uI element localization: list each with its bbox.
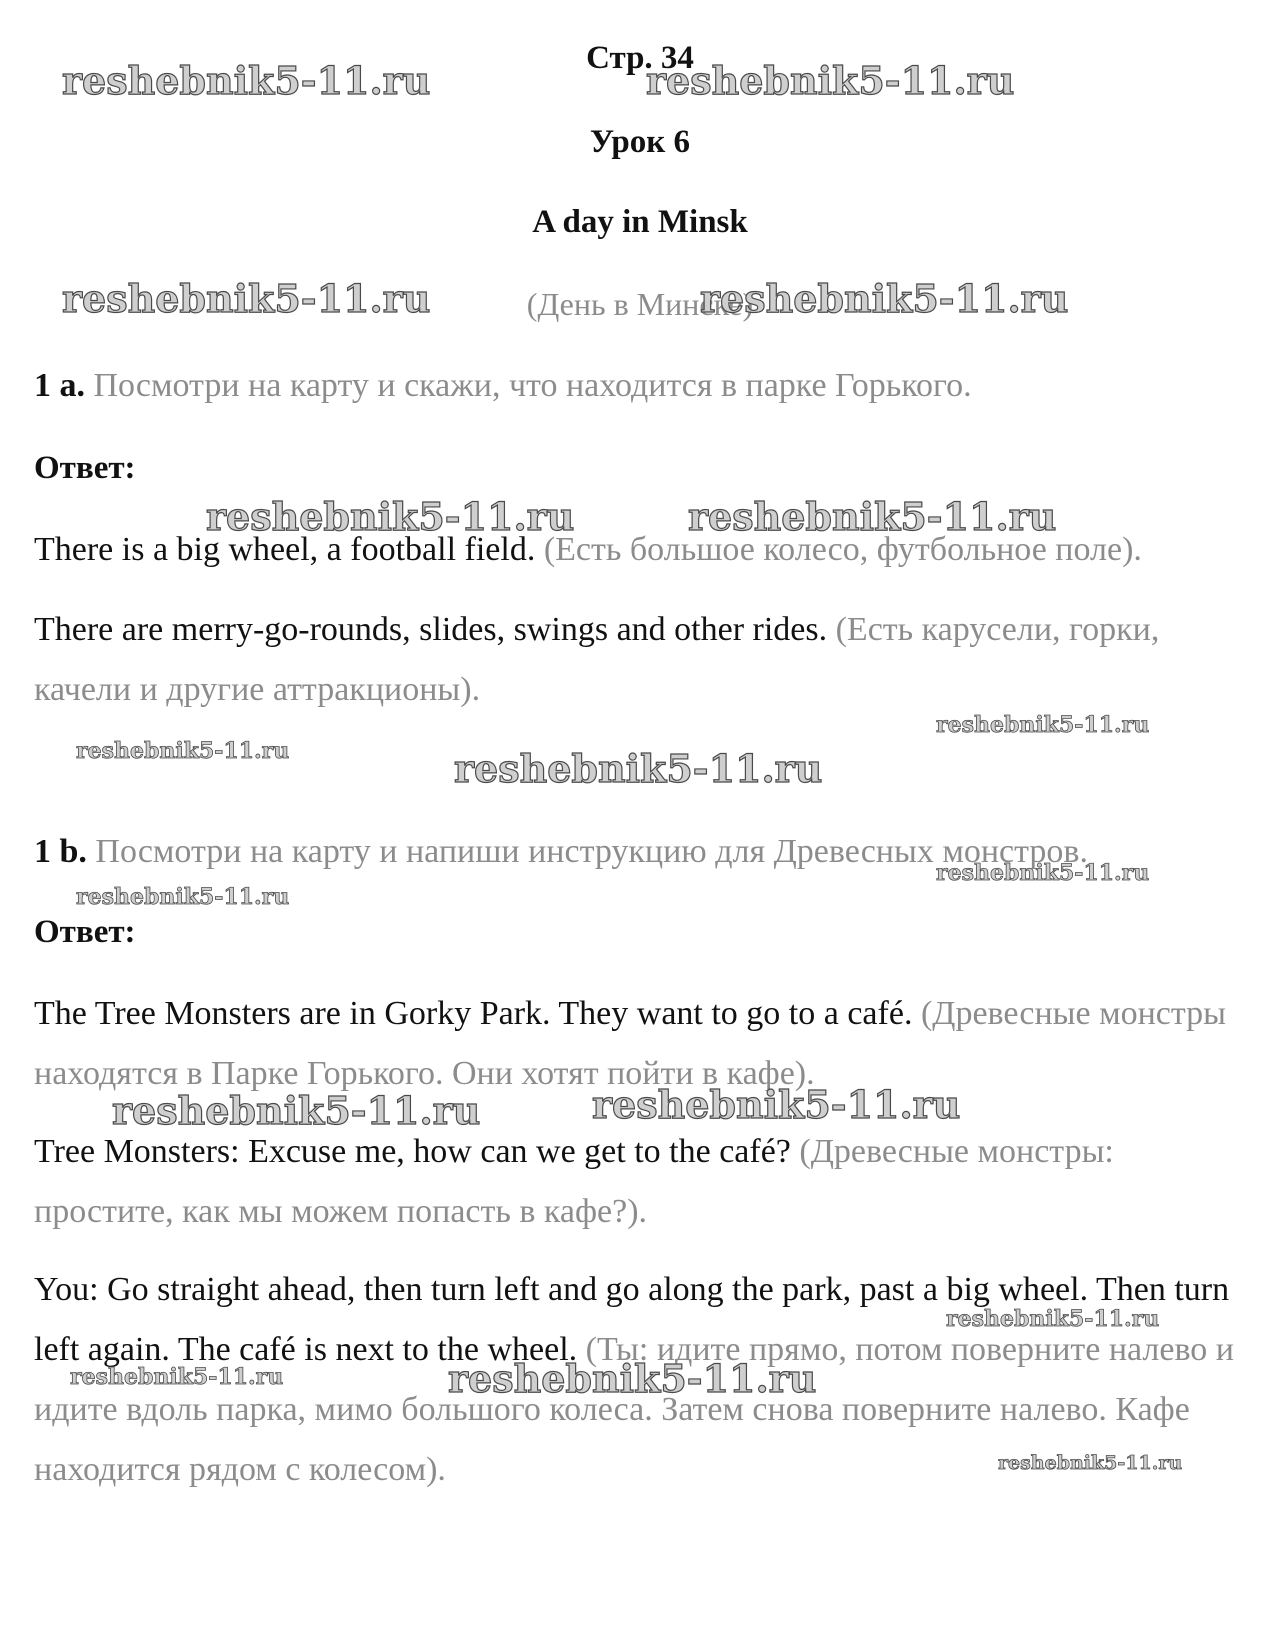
task-1a-answer-label: Ответ: (34, 450, 136, 486)
lesson-number: Урок 6 (589, 124, 691, 160)
task-1b-answer-label: Ответ: (34, 914, 136, 950)
watermark: reshebnik5-11.ru (112, 1088, 481, 1133)
watermark: reshebnik5-11.ru (76, 738, 290, 764)
watermark: reshebnik5-11.ru (62, 58, 431, 103)
task-1b-answer-line: You: Go straight ahead, then turn left and go along the park, past a big wheel. Then turn left again. The café is next to the wheel. (Ты: идите прямо, потом поверните налево и идите вдоль парка, мимо большого колеса. Затем снова поверните налево. Кафе находится рядом с колесом). (34, 1271, 1234, 1488)
watermark: reshebnik5-11.ru (946, 1306, 1160, 1332)
task-1b-answer-line: Tree Monsters: Excuse me, how can we get to the café? (Древесные монстры: простите, как мы можем попасть в кафе?). (34, 1133, 1114, 1230)
watermark: reshebnik5-11.ru (70, 1364, 284, 1390)
watermark: reshebnik5-11.ru (206, 494, 575, 539)
page-subtitle: (День в Минске) (526, 286, 754, 322)
task-1b-answer-line: The Tree Monsters are in Gorky Park. They want to go to a café. (Древесные монстры находятся в Парке Горького. Они хотят пойти в кафе). (34, 995, 1226, 1092)
task-1b-instruction: 1 b. Посмотри на карту и напиши инструкцию для Древесных монстров. (34, 833, 1088, 870)
watermark: reshebnik5-11.ru (76, 884, 290, 910)
task-1a-answer-line: There are merry-go-rounds, slides, swings and other rides. (Есть карусели, горки, качели и другие аттракционы). (34, 611, 1160, 708)
watermark: reshebnik5-11.ru (936, 712, 1150, 738)
watermark: reshebnik5-11.ru (454, 746, 823, 791)
watermark: reshebnik5-11.ru (998, 1452, 1183, 1474)
watermark: reshebnik5-11.ru (448, 1356, 817, 1401)
page-title: A day in Minsk (532, 204, 748, 240)
watermark: reshebnik5-11.ru (592, 1082, 961, 1127)
watermark: reshebnik5-11.ru (936, 860, 1150, 886)
watermark: reshebnik5-11.ru (62, 276, 431, 321)
watermark: reshebnik5-11.ru (700, 276, 1069, 321)
watermark: reshebnik5-11.ru (688, 494, 1057, 539)
page-number: Стр. 34 (586, 40, 694, 76)
task-1a-instruction: 1 a. Посмотри на карту и скажи, что находится в парке Горького. (34, 367, 972, 404)
task-1a-answer-line: There is a big wheel, a football field. (Есть большое колесо, футбольное поле). (34, 531, 1142, 568)
watermark: reshebnik5-11.ru (646, 58, 1015, 103)
